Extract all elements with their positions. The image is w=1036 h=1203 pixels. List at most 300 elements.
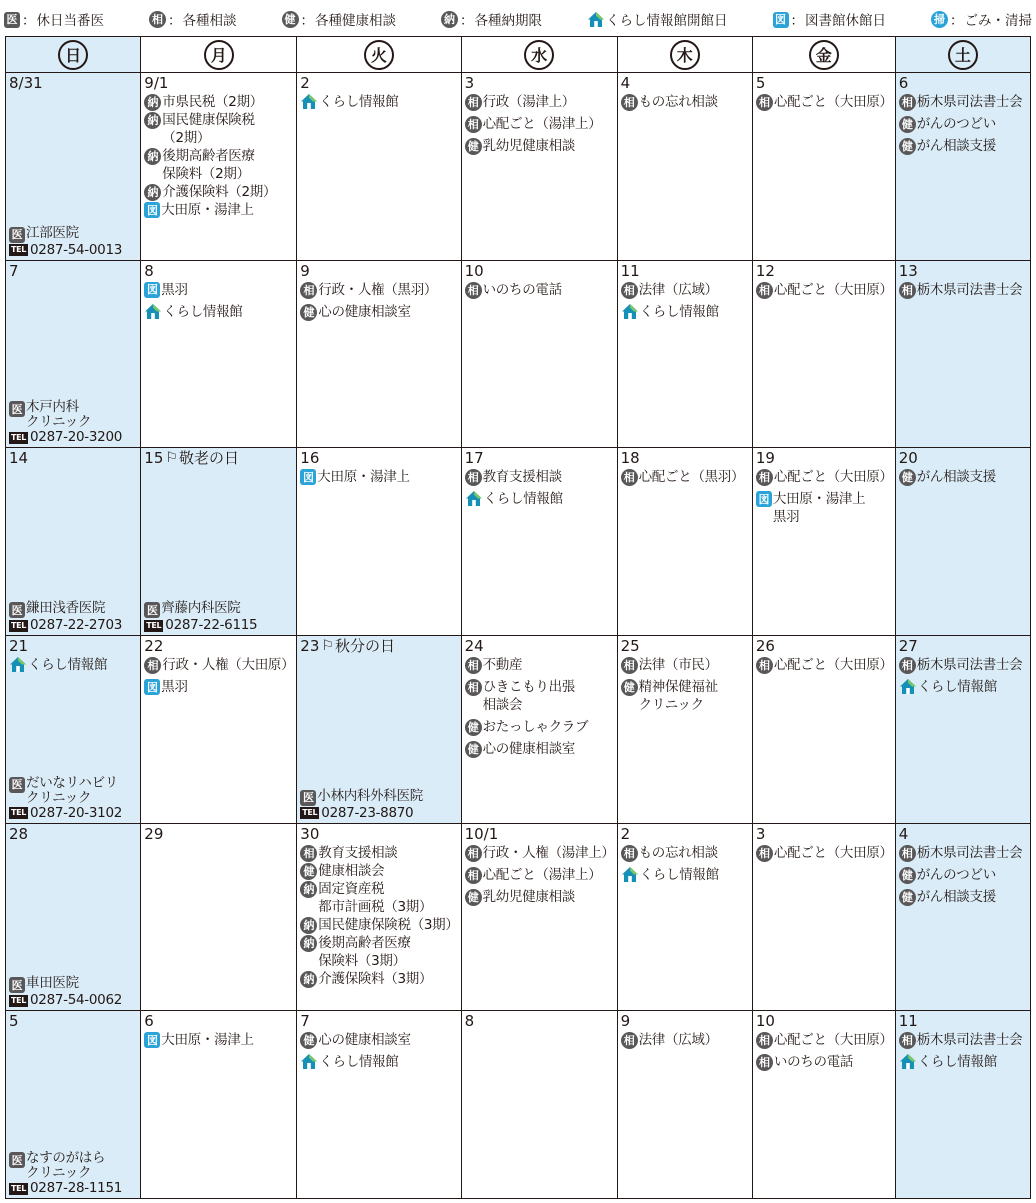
event-list [621, 844, 750, 884]
event-text: 介護保険料（3期） [318, 970, 433, 987]
day-number [756, 450, 893, 466]
date-text: 8 [144, 261, 154, 280]
health-icon: 健 [300, 863, 317, 880]
health-icon: 健 [300, 304, 317, 321]
health-icon: 健 [465, 741, 482, 758]
event-item [9, 656, 138, 674]
day-number [9, 75, 138, 91]
doctor-name: 江部医院 [26, 224, 79, 241]
event-item [621, 303, 750, 321]
health-icon: 健 [300, 1032, 317, 1049]
date-text: 3 [464, 74, 475, 92]
day-number [300, 75, 458, 91]
event-list [621, 93, 750, 111]
weekday-header [753, 37, 896, 73]
consult-icon: 相 [899, 282, 916, 299]
house-icon [9, 656, 27, 673]
event-text: 心の健康相談室 [318, 303, 411, 320]
day-number [756, 826, 893, 842]
day-number [899, 826, 1028, 842]
doctor-icon: 医 [300, 790, 316, 806]
consult-icon: 相 [149, 11, 166, 28]
date-text: 18 [620, 449, 640, 468]
day-number [756, 75, 893, 91]
doctor-phone: 0287-54-0013 [30, 241, 123, 258]
legend-separator: ： [300, 13, 314, 29]
event-list [300, 281, 458, 321]
health-icon: 健 [282, 11, 299, 28]
event-item [756, 281, 893, 299]
day-cell [896, 261, 1031, 449]
event-item [465, 468, 615, 486]
day-number [756, 263, 893, 279]
event-item [899, 281, 1028, 299]
event-list [300, 844, 458, 988]
weekday-label: 水 [524, 40, 554, 70]
date-text: 4 [898, 824, 909, 843]
calendar-grid [5, 36, 1031, 1199]
day-number [621, 263, 750, 279]
date-text: 6 [144, 1012, 154, 1031]
event-item [465, 115, 615, 133]
consult-icon: 相 [621, 94, 638, 111]
health-icon: 健 [899, 889, 916, 906]
event-item [300, 862, 458, 880]
day-number [300, 826, 458, 842]
event-text: 介護保険料（2期） [162, 184, 277, 200]
date-text: 10/1 [464, 824, 499, 843]
date-text: 21 [9, 637, 29, 655]
day-cell [297, 73, 461, 261]
day-number [9, 450, 138, 466]
legend-item-library [773, 9, 887, 29]
event-text: がんのつどい [916, 116, 996, 132]
day-cell [618, 448, 753, 636]
house-icon [621, 303, 639, 320]
event-item [899, 93, 1028, 111]
consult-icon: 相 [465, 469, 482, 486]
health-icon: 健 [465, 719, 482, 736]
day-cell [297, 448, 461, 636]
legend-item-health [282, 9, 397, 29]
day-number [465, 263, 615, 279]
health-icon: 健 [465, 889, 482, 906]
day-cell [753, 636, 896, 824]
event-list [899, 656, 1028, 696]
house-icon [587, 11, 605, 28]
event-text: 精神保健福祉 クリニック [638, 679, 718, 713]
day-cell [297, 1011, 461, 1199]
event-text: 栃木県司法書士会 [916, 281, 1023, 298]
event-text: もの忘れ相談 [638, 94, 718, 110]
event-item [621, 844, 750, 862]
legend-label: 各種健康相談 [315, 13, 396, 29]
event-item [465, 678, 615, 714]
day-cell [618, 261, 753, 449]
event-text: がん相談支援 [916, 138, 996, 154]
doctor-icon: 医 [9, 977, 25, 993]
event-list [144, 1031, 294, 1049]
phone-icon: TEL [10, 432, 27, 442]
day-cell [462, 1011, 618, 1199]
doctor-name: 鎌田浅香医院 [26, 600, 106, 616]
event-list [144, 656, 294, 696]
phone-icon: TEL [10, 620, 27, 630]
event-list [756, 93, 893, 111]
day-number [899, 1013, 1028, 1029]
day-cell [618, 636, 753, 824]
date-text: 8 [464, 1012, 475, 1031]
day-number [9, 263, 138, 279]
event-list [9, 656, 138, 674]
day-number [144, 1013, 294, 1029]
legend-item-consult [149, 9, 237, 29]
event-list [621, 468, 750, 486]
day-number [9, 826, 138, 842]
weekday-label: 木 [670, 40, 700, 70]
house-icon [300, 93, 318, 110]
event-text: 栃木県司法書士会 [916, 657, 1023, 673]
event-list [465, 93, 615, 155]
day-number [621, 1013, 750, 1029]
consult-icon: 相 [899, 657, 916, 674]
consult-icon: 相 [465, 867, 482, 884]
day-number [144, 263, 294, 279]
event-item [756, 656, 893, 674]
legend-separator: ： [22, 13, 36, 29]
event-item [300, 970, 458, 988]
on-duty-doctor [9, 226, 122, 258]
event-item [300, 1053, 458, 1071]
event-list [899, 468, 1028, 486]
date-text: 22 [144, 637, 164, 655]
consult-icon: 相 [756, 1054, 773, 1071]
event-text: 心配ごと（湯津上） [482, 116, 602, 132]
weekday-label: 月 [204, 40, 234, 70]
day-cell [618, 824, 753, 1012]
event-text: がん相談支援 [916, 888, 996, 905]
flag-icon: ⚐ [165, 450, 178, 467]
day-number [300, 450, 458, 466]
legend-item-trash [931, 9, 1032, 29]
consult-icon: 相 [756, 657, 773, 674]
event-text: 大田原・湯津上 黒羽 [772, 491, 866, 526]
day-number [9, 1013, 138, 1029]
day-number [756, 1013, 893, 1029]
flag-icon: ⚐ [321, 638, 334, 654]
event-item [756, 844, 893, 862]
event-item [144, 93, 294, 111]
event-list [621, 281, 750, 321]
event-list [465, 468, 615, 508]
legend-item-house [587, 9, 728, 29]
event-text: おたっしゃクラブ [482, 719, 589, 735]
date-text: 13 [898, 261, 918, 280]
weekday-label: 金 [809, 40, 839, 70]
library-icon: 図 [144, 202, 160, 218]
legend-separator: ： [950, 13, 964, 29]
event-item [465, 93, 615, 111]
pay-icon: 納 [144, 184, 161, 201]
event-item [465, 281, 615, 299]
house-icon [300, 1053, 318, 1070]
day-number [899, 263, 1028, 279]
event-item [899, 115, 1028, 133]
day-cell [896, 824, 1031, 1012]
doctor-phone: 0287-20-3102 [30, 804, 123, 821]
event-item [621, 656, 750, 674]
weekday-label: 日 [58, 40, 88, 70]
date-text: 23 [300, 637, 320, 655]
consult-icon: 相 [300, 845, 317, 862]
event-item [144, 656, 294, 674]
doctor-name: だいなリハビリ クリニック [26, 774, 118, 806]
day-cell [141, 448, 297, 636]
legend-item-doctor [4, 9, 104, 29]
event-item [899, 678, 1028, 696]
day-number [621, 450, 750, 466]
event-list [465, 844, 615, 906]
legend-item-pay [441, 9, 542, 29]
event-item [144, 678, 294, 696]
event-item [300, 934, 458, 970]
event-text: 大田原・湯津上 [161, 1032, 254, 1049]
event-item [899, 137, 1028, 155]
event-list [465, 656, 615, 758]
doctor-icon: 医 [9, 1152, 25, 1168]
event-item [756, 468, 893, 486]
event-text: 後期高齢者医療 保険料（2期） [162, 148, 255, 182]
day-number [144, 75, 294, 91]
pay-icon: 納 [144, 94, 161, 111]
date-text: 19 [755, 449, 775, 468]
day-cell [753, 448, 896, 636]
consult-icon: 相 [465, 116, 482, 133]
consult-icon: 相 [465, 845, 482, 862]
weekday-header [896, 37, 1031, 73]
consult-icon: 相 [621, 845, 638, 862]
doctor-phone: 0287-22-6115 [165, 617, 258, 633]
date-text: 15 [144, 449, 164, 468]
doctor-icon: 医 [144, 602, 160, 618]
doctor-icon: 医 [9, 227, 25, 243]
doctor-phone: 0287-28-1151 [30, 1180, 123, 1196]
on-duty-doctor [9, 976, 122, 1008]
event-list [899, 1031, 1028, 1071]
date-text: 25 [620, 637, 640, 655]
event-text: 法律（広域） [638, 1032, 718, 1049]
event-text: 国民健康保険税（3期） [318, 916, 459, 933]
day-cell [462, 824, 618, 1012]
day-cell [6, 448, 141, 636]
event-text: くらし情報館 [163, 303, 243, 320]
date-text: 2 [620, 824, 631, 843]
date-text: 9 [300, 261, 310, 280]
event-list [144, 93, 294, 219]
event-item [144, 111, 294, 147]
day-number [899, 638, 1028, 654]
event-item [300, 916, 458, 934]
event-text: 心配ごと（大田原） [773, 1032, 893, 1049]
event-text: くらし情報館 [639, 303, 719, 320]
event-text: くらし情報館 [28, 657, 108, 673]
event-list [144, 281, 294, 321]
day-number [144, 826, 294, 842]
library-icon: 図 [773, 12, 789, 28]
event-text: ひきこもり出張 相談会 [482, 679, 575, 713]
event-text: 法律（広域） [638, 281, 718, 298]
day-number [9, 638, 138, 654]
health-icon: 健 [899, 116, 916, 133]
date-text: 3 [755, 824, 766, 843]
consult-icon: 相 [300, 282, 317, 299]
event-text: 行政・人権（黒羽） [318, 281, 438, 298]
event-item [899, 1031, 1028, 1049]
event-list [899, 93, 1028, 155]
day-cell [6, 1011, 141, 1199]
event-text: 不動産 [482, 657, 523, 673]
event-list [621, 1031, 750, 1049]
day-cell [6, 261, 141, 449]
day-number [899, 450, 1028, 466]
on-duty-doctor [144, 601, 257, 633]
event-item [621, 468, 750, 486]
weekday-header [141, 37, 297, 73]
day-cell [141, 1011, 297, 1199]
date-text: 16 [300, 449, 320, 468]
event-text: 大田原・湯津上 [161, 202, 254, 218]
day-cell [618, 73, 753, 261]
day-cell [896, 636, 1031, 824]
house-icon [899, 678, 917, 695]
legend-label: 各種相談 [182, 13, 237, 29]
event-text: 固定資産税 都市計画税（3期） [318, 880, 433, 915]
pay-icon: 納 [144, 112, 161, 129]
day-number [144, 450, 294, 466]
day-cell [297, 824, 461, 1012]
phone-icon: TEL [10, 995, 27, 1005]
trash-icon: 掃 [931, 11, 948, 28]
event-item [300, 468, 458, 486]
event-item [465, 866, 615, 884]
consult-icon: 相 [465, 94, 482, 111]
event-item [465, 740, 615, 758]
event-text: くらし情報館 [319, 1054, 399, 1071]
event-text: 行政・人権（湯津上） [482, 844, 615, 861]
doctor-name: 車田医院 [26, 975, 79, 992]
event-item [465, 718, 615, 736]
day-number [465, 75, 615, 91]
event-text: いのちの電話 [482, 281, 562, 298]
day-cell [462, 448, 618, 636]
event-text: 心配ごと（大田原） [773, 657, 893, 673]
phone-icon: TEL [10, 1183, 27, 1193]
day-cell [141, 636, 297, 824]
legend-label: 休日当番医 [36, 13, 104, 29]
date-text: 7 [9, 261, 19, 280]
event-list [621, 656, 750, 714]
event-text: 心配ごと（湯津上） [482, 866, 602, 883]
day-cell [896, 73, 1031, 261]
date-text: 29 [144, 824, 164, 843]
legend-label: ごみ・清掃 [964, 13, 1032, 29]
day-number [465, 826, 615, 842]
day-number [300, 638, 458, 654]
event-text: 法律（市民） [638, 657, 718, 673]
event-list [899, 281, 1028, 299]
date-text: 8/31 [9, 74, 43, 92]
event-text: 国民健康保険税 （2期） [162, 112, 255, 146]
phone-icon: TEL [146, 620, 162, 630]
doctor-name: 小林内科外科医院 [317, 787, 423, 804]
event-text: 心配ごと（大田原） [773, 469, 893, 486]
event-text: 黒羽 [161, 679, 188, 695]
date-text: 28 [9, 824, 29, 843]
event-item [300, 303, 458, 321]
health-icon: 健 [899, 469, 916, 486]
day-cell [896, 448, 1031, 636]
event-item [899, 888, 1028, 906]
event-text: 行政・人権（大田原） [162, 657, 295, 673]
event-item [144, 201, 294, 219]
event-item [144, 281, 294, 299]
event-list [756, 844, 893, 862]
legend-separator: ： [168, 13, 182, 29]
event-text: 栃木県司法書士会 [916, 94, 1023, 110]
date-text: 9 [620, 1012, 631, 1031]
doctor-icon: 医 [4, 12, 20, 28]
house-icon [621, 866, 639, 883]
event-item [899, 656, 1028, 674]
consult-icon: 相 [899, 94, 916, 111]
day-cell [6, 636, 141, 824]
legend-label: 各種納期限 [474, 13, 542, 29]
day-number [465, 1013, 615, 1029]
day-cell [753, 824, 896, 1012]
doctor-phone: 0287-20-3200 [30, 429, 123, 446]
event-list [300, 93, 458, 111]
event-text: がん相談支援 [916, 469, 996, 486]
event-list [756, 281, 893, 299]
day-number [465, 638, 615, 654]
date-text: 2 [300, 74, 310, 92]
consult-icon: 相 [465, 282, 482, 299]
event-item [144, 1031, 294, 1049]
event-list [465, 281, 615, 299]
event-text: 心配ごと（大田原） [773, 844, 893, 861]
date-text: 10 [755, 1012, 775, 1031]
event-text: 乳幼児健康相談 [482, 888, 575, 905]
doctor-name: なすのがはら クリニック [26, 1150, 106, 1181]
date-text: 26 [755, 637, 775, 655]
doctor-name: 木戸内科 クリニック [26, 399, 92, 431]
day-cell [462, 73, 618, 261]
event-item [465, 490, 615, 508]
event-text: 栃木県司法書士会 [916, 1032, 1023, 1049]
pay-icon: 納 [441, 11, 458, 28]
event-text: 大田原・湯津上 [317, 469, 410, 486]
event-item [899, 866, 1028, 884]
pay-icon: 納 [300, 881, 317, 898]
event-text: 後期高齢者医療 保険料（3期） [318, 934, 411, 969]
date-text: 24 [464, 637, 484, 655]
library-icon: 図 [756, 491, 772, 507]
legend-separator: ： [790, 13, 804, 29]
day-number [756, 638, 893, 654]
date-text: 30 [300, 824, 320, 843]
event-item [756, 93, 893, 111]
consult-icon: 相 [465, 679, 482, 696]
